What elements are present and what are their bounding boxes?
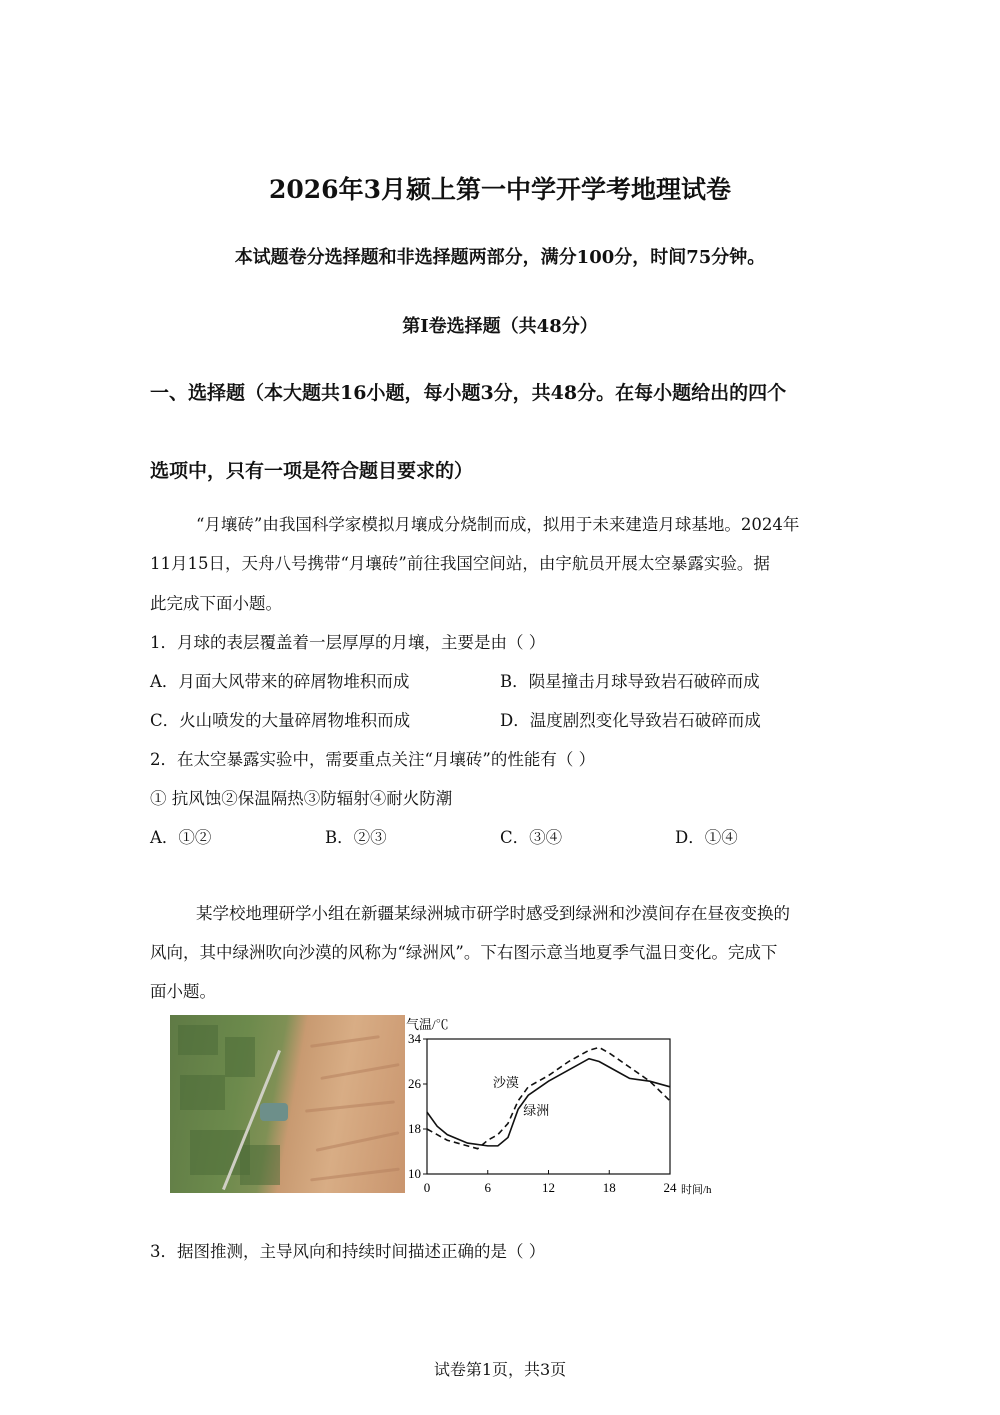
x-tick-label: 18 <box>602 1180 616 1195</box>
y-tick-label: 26 <box>408 1076 421 1091</box>
y-axis-label: 气温/℃ <box>406 1017 449 1032</box>
exam-title: 2026年3月颍上第一中学开学考地理试卷 <box>269 175 731 204</box>
passage2-line3: 面小题。 <box>150 982 216 1001</box>
section-heading-line2: 选项中，只有一项是符合题目要求的） <box>150 460 474 482</box>
series-line-desert <box>427 1047 670 1148</box>
question-1-option-c: C．火山喷发的大量碎屑物堆积而成 <box>150 711 411 730</box>
x-tick-label: 0 <box>423 1180 431 1195</box>
question-3-stem: 3．据图推测，主导风向和持续时间描述正确的是（ ） <box>150 1242 546 1261</box>
question-1-option-b: B．陨星撞击月球导致岩石破碎而成 <box>500 672 760 691</box>
passage2-line1: 某学校地理研学小组在新疆某绿洲城市研学时感受到绿洲和沙漠间存在昼夜变换的 <box>196 904 790 923</box>
passage2-line2: 风向，其中绿洲吹向沙漠的风称为“绿洲风”。下右图示意当地夏季气温日变化。完成下 <box>150 943 778 962</box>
oasis-desert-aerial-photo <box>170 1015 405 1193</box>
passage1-line1: “月壤砖”由我国科学家模拟月壤成分烧制而成，拟用于未来建造月球基地。2024年 <box>196 515 800 534</box>
section-heading-line1: 一、选择题（本大题共16小题，每小题3分，共48分。在每小题给出的四个 <box>150 382 787 404</box>
question-2-option-d: D．①④ <box>675 828 738 847</box>
x-axis-label: 时间/h <box>681 1184 712 1196</box>
question-1-option-a: A．月面大风带来的碎屑物堆积而成 <box>150 672 410 691</box>
passage1-line3: 此完成下面小题。 <box>150 594 282 613</box>
series-label-oasis: 绿洲 <box>523 1102 550 1118</box>
question-2-option-a: A．①② <box>150 828 212 847</box>
passage1-line2: 11月15日，天舟八号携带“月壤砖”前往我国空间站，由宇航员开展太空暴露实验。据 <box>150 554 770 573</box>
temperature-chart <box>400 1013 730 1198</box>
question-2-items: ① 抗风蚀②保温隔热③防辐射④耐火防潮 <box>150 789 453 808</box>
x-tick-label: 24 <box>663 1180 677 1195</box>
y-tick-label: 34 <box>408 1031 421 1046</box>
question-2-option-b: B．②③ <box>325 828 387 847</box>
question-1-stem: 1．月球的表层覆盖着一层厚厚的月壤，主要是由（ ） <box>150 633 546 652</box>
series-label-desert: 沙漠 <box>492 1074 519 1090</box>
y-tick-label: 10 <box>408 1166 421 1181</box>
page-footer: 试卷第1页，共3页 <box>433 1360 567 1379</box>
question-1-option-d: D．温度剧烈变化导致岩石破碎而成 <box>500 711 761 730</box>
x-tick-label: 6 <box>484 1180 491 1195</box>
question-2-stem: 2．在太空暴露实验中，需要重点关注“月壤砖”的性能有（ ） <box>150 750 596 769</box>
y-tick-label: 18 <box>408 1121 421 1136</box>
question-2-option-c: C．③④ <box>500 828 563 847</box>
x-tick-label: 12 <box>542 1180 555 1195</box>
volume-heading: 第Ⅰ卷选择题（共48分） <box>402 316 598 337</box>
exam-intro: 本试题卷分选择题和非选择题两部分，满分100分，时间75分钟。 <box>234 247 766 268</box>
